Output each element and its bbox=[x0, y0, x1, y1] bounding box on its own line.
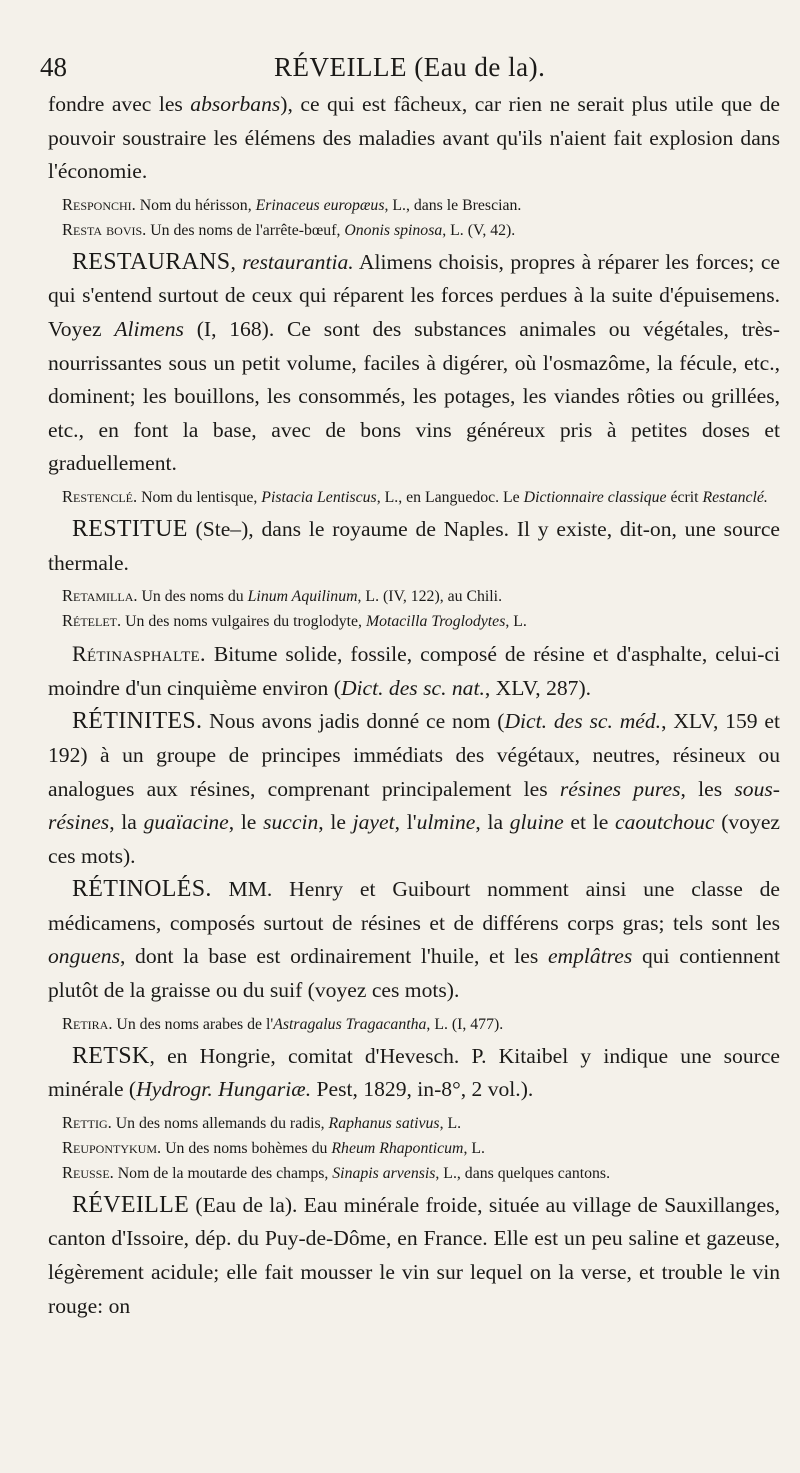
entry-retinites: RÉTINITES. Nous avons jadis donné ce nom (Dict. des sc. méd., XLV, 159 et 192) à un groupe de principes immédiats des végétaux, neutres, résineux ou analogues aux résines, comprenant principalement les résines pures, les sous-résines, la guaïacine, le succin, le jayet, l'ulmine, la gluine et le caoutchouc (voyez ces mots). bbox=[48, 708, 780, 868]
headword: RETSK bbox=[72, 1042, 150, 1069]
entry-resta-bovis: Resta bovis. Un des noms de l'arrête-bœuf, Ononis spinosa, L. (V, 42). bbox=[62, 219, 516, 239]
running-head: RÉVEILLE (Eau de la). bbox=[274, 52, 546, 82]
headword: Retamilla. bbox=[62, 586, 138, 606]
headword: Reupontykum. bbox=[62, 1137, 162, 1157]
entry-retira: Retira. Un des noms arabes de l'Astragalus Tragacantha, L. (I, 477). bbox=[62, 1013, 504, 1033]
headword: RESTITUE bbox=[72, 515, 188, 542]
headword: Restenclé. bbox=[62, 486, 138, 506]
entry-reupontykum: Reupontykum. Un des noms bohèmes du Rheum Rhaponticum, L. bbox=[62, 1137, 485, 1157]
page-header bbox=[40, 44, 780, 90]
entry-responchi: Responchi. Nom du hérisson, Erinaceus europæus, L., dans le Brescian. bbox=[62, 194, 522, 214]
headword: RESTAURANS bbox=[72, 248, 231, 275]
headword: Responchi. bbox=[62, 194, 136, 214]
entry-reusse: Reusse. Nom de la moutarde des champs, Sinapis arvensis, L., dans quelques cantons. bbox=[62, 1162, 611, 1182]
entry-restencle: Restenclé. Nom du lentisque, Pistacia Lentiscus, L., en Languedoc. Le Dictionnaire classique écrit Restanclé. bbox=[62, 486, 768, 506]
entry-retelet: Rételet. Un des noms vulgaires du troglodyte, Motacilla Troglodytes, L. bbox=[62, 611, 527, 631]
headword: Retira. bbox=[62, 1013, 113, 1033]
entry-retinoles: RÉTINOLÉS. MM. Henry et Guibourt nomment ainsi une classe de médicamens, composés surtout de résines et de différens corps gras; tels sont les onguens, dont la base est ordinairement l'huile, et les emplâtres qui contiennent plutôt de la graisse ou du suif (voyez ces mots). bbox=[48, 876, 780, 1003]
headword: RÉTINOLÉS. bbox=[72, 876, 212, 903]
entry-restaurans: RESTAURANS, restaurantia. Alimens choisis, propres à réparer les forces; ce qui s'entend surtout de ceux qui réparent les forces perdues à la suite d'épuisemens. Voyez Alimens (I, 168). Ce sont des substances animales ou végétales, très-nourrissantes sous un petit volume, faciles à digérer, où l'osmazôme, la fécule, etc., dominent; les bouillons, les consommés, les potages, les viandes rôties ou grillées, etc., en font la base, avec de bons vins généreux pris à petites doses et graduellement. bbox=[48, 248, 780, 476]
headword: Reusse. bbox=[62, 1162, 114, 1182]
headword: Rétinasphalte. bbox=[72, 641, 206, 667]
headword: Resta bovis. bbox=[62, 219, 147, 239]
page-number: 48 bbox=[40, 52, 67, 82]
entry-retsk: RETSK, en Hongrie, comitat d'Hevesch. P. Kitaibel y indique une source minérale (Hydrogr. Hungariæ. Pest, 1829, in-8°, 2 vol.). bbox=[48, 1042, 780, 1102]
headword: RÉVEILLE bbox=[72, 1191, 190, 1218]
entry-retinasphalte: Rétinasphalte. Bitume solide, fossile, composé de résine et d'asphalte, celui-ci moindre d'un cinquième environ (Dict. des sc. nat., XLV, 287). bbox=[48, 641, 780, 700]
entry-retamilla: Retamilla. Un des noms du Linum Aquilinum, L. (IV, 122), au Chili. bbox=[62, 586, 503, 606]
entry-rettig: Rettig. Un des noms allemands du radis, Raphanus sativus, L. bbox=[62, 1112, 462, 1132]
headword: Rettig. bbox=[62, 1112, 112, 1132]
entry-restitue: RESTITUE (Ste–), dans le royaume de Naples. Il y existe, dit-on, une source thermale. bbox=[48, 515, 780, 575]
continuation-paragraph: fondre avec les absorbans), ce qui est fâcheux, car rien ne serait plus utile que de pouvoir soustraire les élémens des maladies avant qu'ils n'aient fait explosion dans l'économie. bbox=[48, 92, 780, 184]
entry-reveille: RÉVEILLE (Eau de la). Eau minérale froide, située au village de Sauxillanges, canton d'Issoire, dép. du Puy-de-Dôme, en France. Elle est un peu saline et gazeuse, légèrement acidule; elle fait mousser le vin sur lequel on la verse, et trouble le vin rouge: on bbox=[48, 1191, 780, 1318]
headword: Rételet. bbox=[62, 611, 122, 631]
headword: RÉTINITES. bbox=[72, 708, 203, 735]
